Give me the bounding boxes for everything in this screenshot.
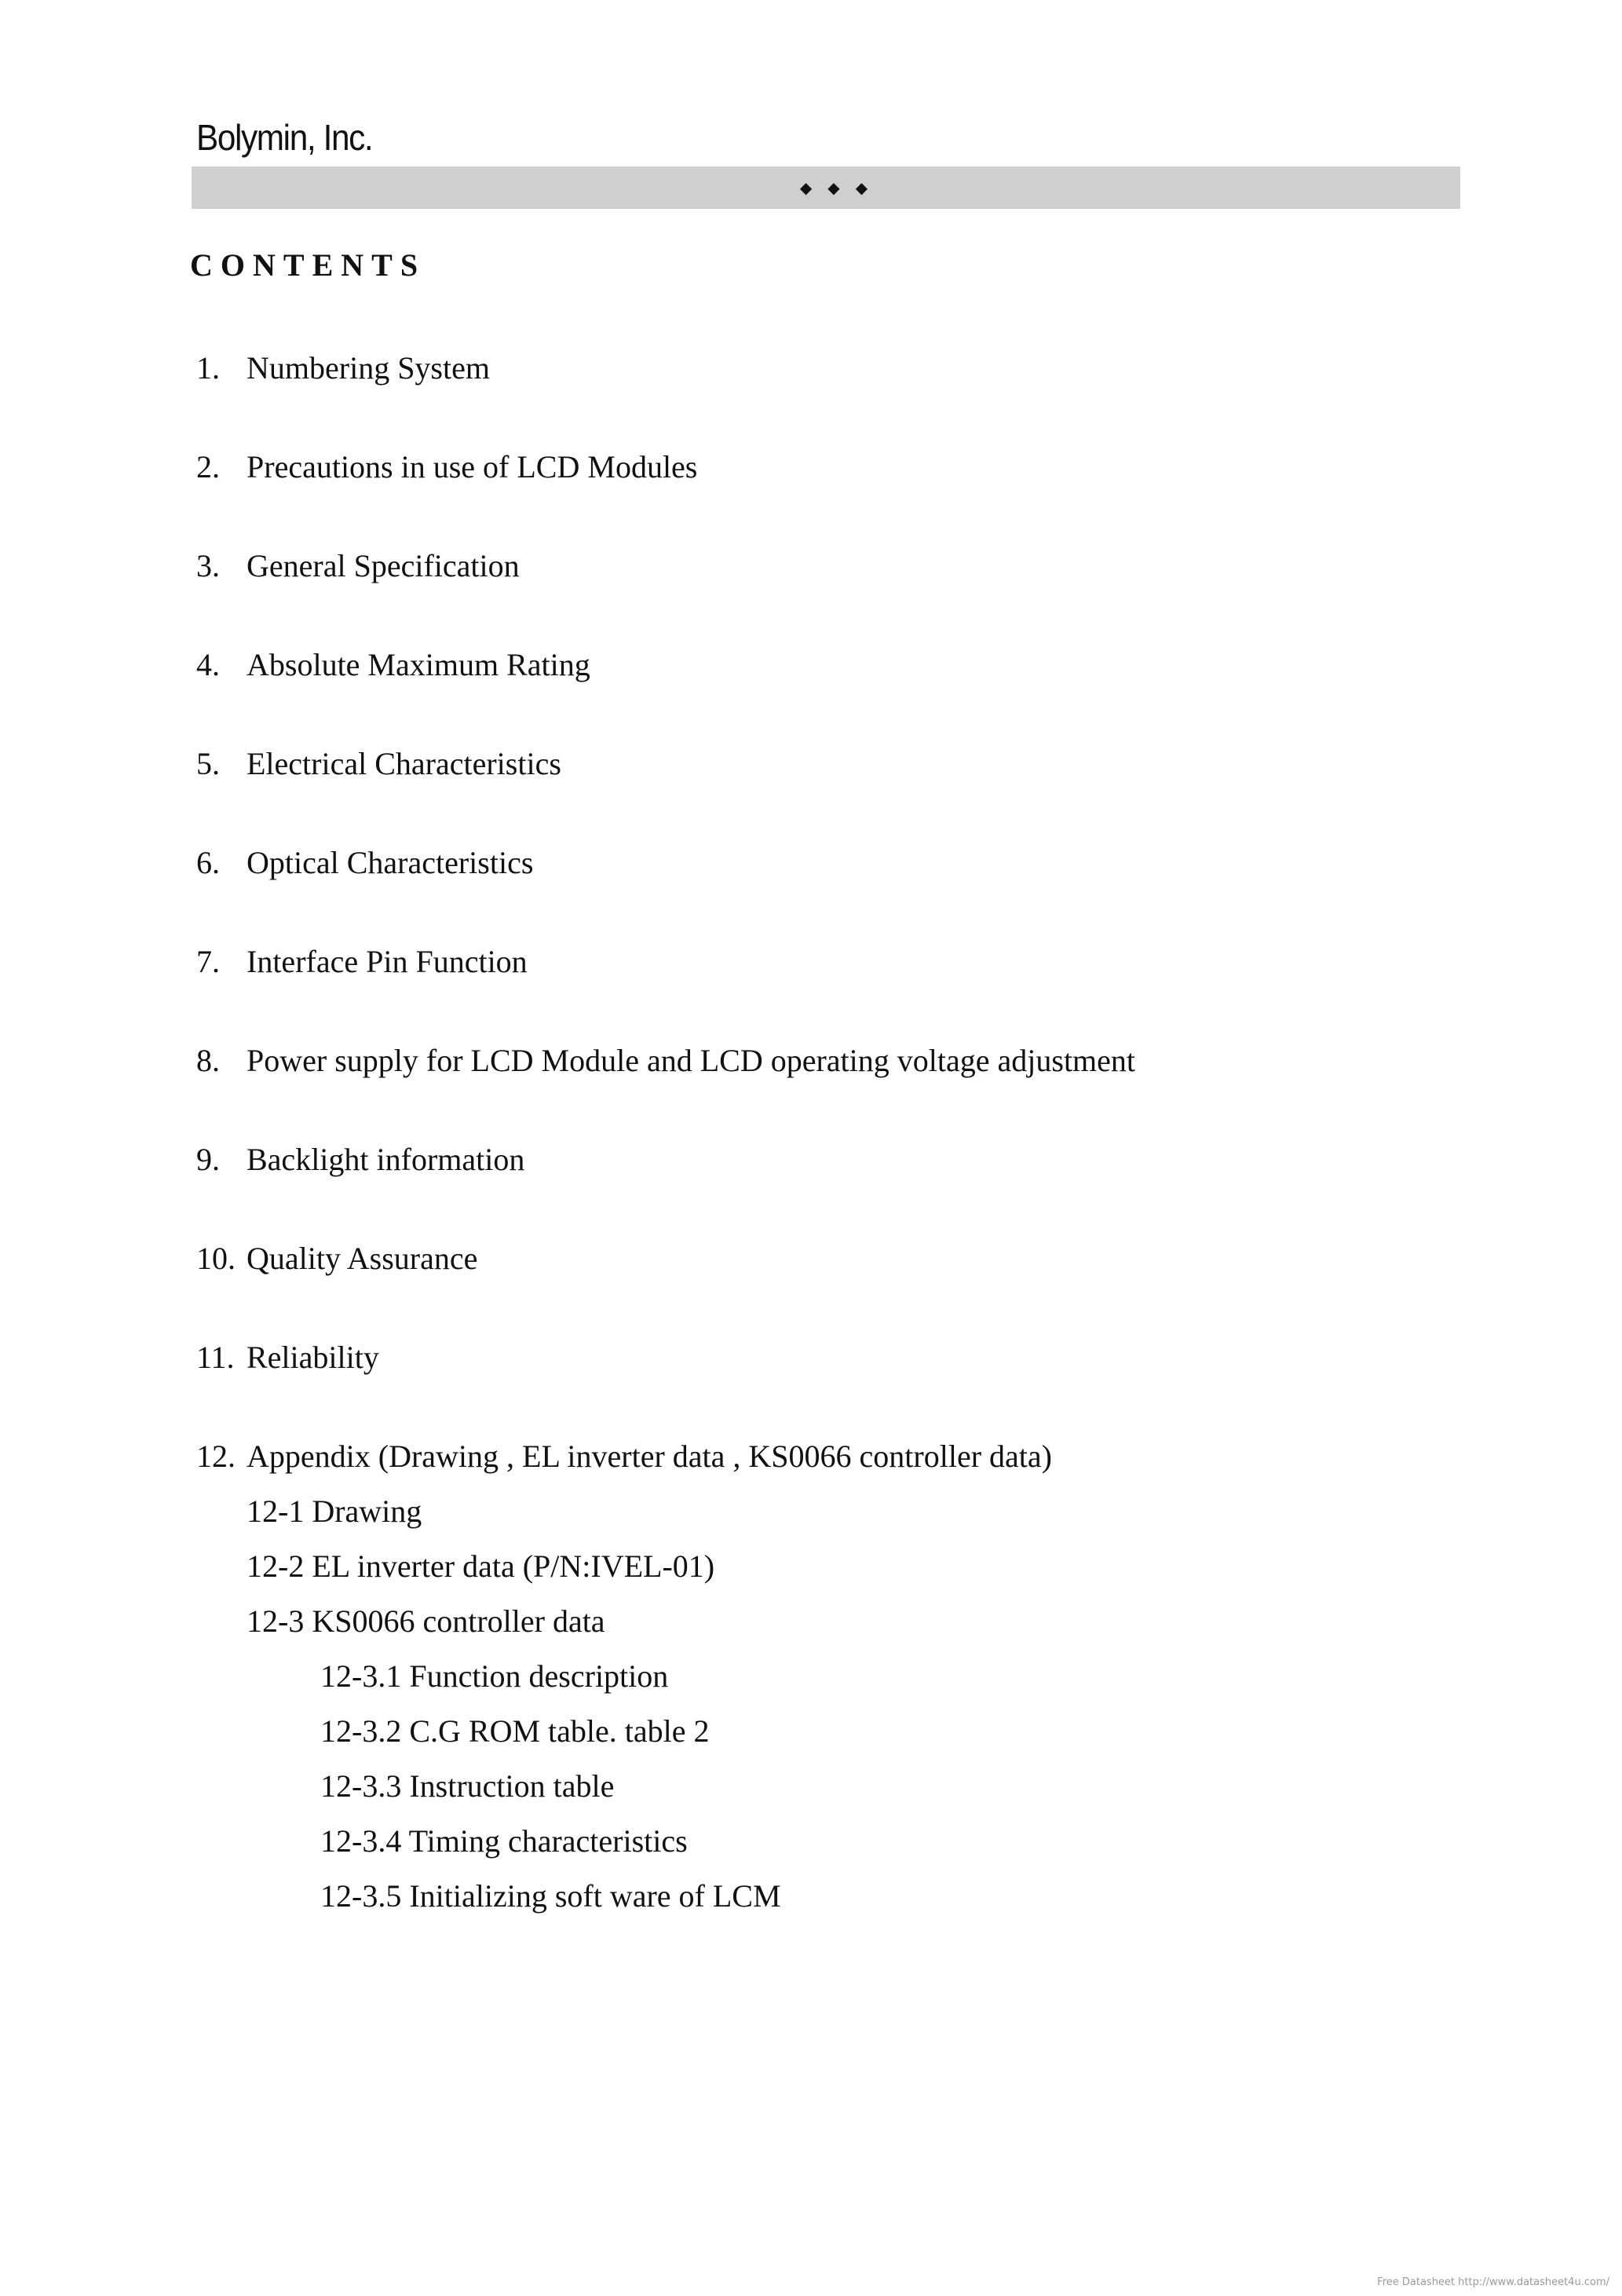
- appendix-item: 12-1 Drawing: [247, 1493, 422, 1529]
- toc-item: [196, 1243, 477, 1274]
- appendix-item: 12-2 EL inverter data (P/N:IVEL-01): [247, 1548, 715, 1584]
- toc-item: [196, 946, 528, 978]
- sub-appendix-item: 12-3.1 Function description: [320, 1658, 669, 1694]
- appendix-item: 12-3 KS0066 controller data: [247, 1603, 605, 1639]
- toc-text: Electrical Characteristics: [247, 746, 561, 781]
- footer-watermark: Free Datasheet http://www.datasheet4u.com/: [1377, 2276, 1609, 2288]
- toc-text: Numbering System: [247, 350, 490, 386]
- toc-item: [196, 649, 590, 681]
- diamond-icon: ◆: [855, 178, 868, 197]
- toc-text: Power supply for LCD Module and LCD operating voltage adjustment: [247, 1043, 1136, 1078]
- toc-item: [196, 1441, 1052, 1472]
- toc-item: [196, 550, 520, 582]
- toc-number: 8.: [196, 1043, 220, 1078]
- toc-item: [196, 1144, 524, 1175]
- toc-text: Precautions in use of LCD Modules: [247, 449, 698, 484]
- toc-text: Appendix (Drawing , EL inverter data , KS0066 controller data): [247, 1439, 1052, 1474]
- toc-number: 12.: [196, 1439, 236, 1474]
- diamond-icon: ◆: [799, 178, 813, 197]
- sub-appendix-item: 12-3.2 C.G ROM table. table 2: [320, 1713, 710, 1749]
- header-bar: [192, 166, 1460, 209]
- sub-appendix-item: 12-3.5 Initializing soft ware of LCM: [320, 1878, 781, 1914]
- diamond-icon: ◆: [827, 178, 840, 197]
- sub-appendix-item: 12-3.3 Instruction table: [320, 1768, 615, 1804]
- sub-appendix-item: 12-3.4 Timing characteristics: [320, 1823, 688, 1859]
- header-diamonds: [192, 166, 1460, 209]
- toc-text: Absolute Maximum Rating: [247, 647, 590, 682]
- toc-text: Optical Characteristics: [247, 845, 534, 880]
- toc-item: [196, 1045, 1135, 1077]
- toc-number: 3.: [196, 548, 220, 583]
- toc-text: Backlight information: [247, 1142, 525, 1177]
- toc-text: Quality Assurance: [247, 1241, 478, 1276]
- toc-item: [196, 1342, 379, 1373]
- contents-title: CONTENTS: [190, 247, 426, 283]
- toc-text: Interface Pin Function: [247, 944, 528, 979]
- toc-number: 5.: [196, 746, 220, 781]
- toc-item: [196, 847, 533, 879]
- toc-number: 2.: [196, 449, 220, 484]
- toc-number: 6.: [196, 845, 220, 880]
- toc-item: [196, 449, 698, 484]
- toc-number: 7.: [196, 944, 220, 979]
- toc-number: 11.: [196, 1340, 235, 1375]
- toc-number: 10.: [196, 1241, 236, 1276]
- toc-text: General Specification: [247, 548, 520, 583]
- toc-number: 4.: [196, 647, 220, 682]
- toc-number: 9.: [196, 1142, 220, 1177]
- company-name: Bolymin, Inc.: [196, 117, 373, 158]
- toc-item: [196, 350, 490, 386]
- toc-text: Reliability: [247, 1340, 379, 1375]
- toc-number: 1.: [196, 350, 220, 386]
- toc-item: [196, 748, 561, 780]
